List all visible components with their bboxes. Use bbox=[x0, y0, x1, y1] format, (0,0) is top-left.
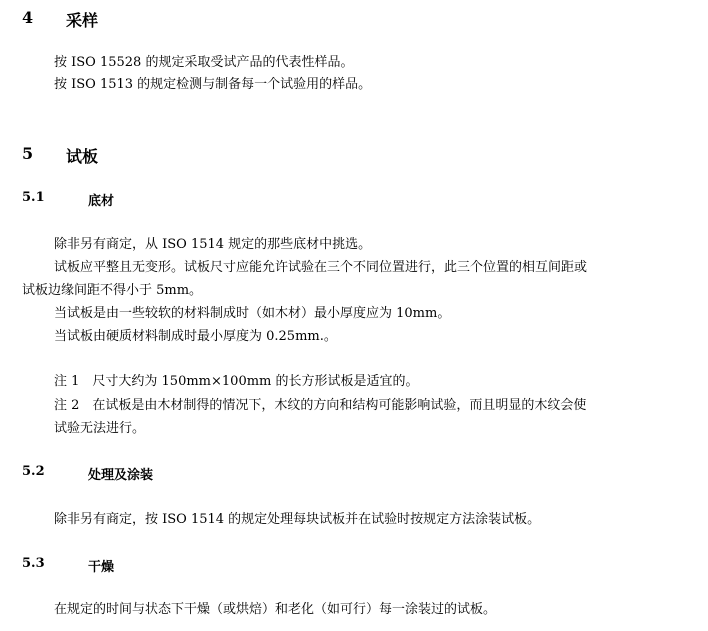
subsection-5-3-title: 干燥 bbox=[88, 560, 115, 575]
subsection-5-1-paragraph-2-continued: 试板边缘间距不得小于 5mm。 bbox=[22, 283, 203, 298]
note-1: 注 1 尺寸大约为 150mm×100mm 的长方形试板是适宜的。 bbox=[54, 374, 419, 389]
subsection-5-1-number: 5.1 bbox=[22, 190, 45, 205]
section-4-number: 4 bbox=[22, 8, 34, 27]
subsection-5-1-paragraph-3: 当试板是由一些较软的材料制成时（如木材）最小厚度应为 10mm。 bbox=[54, 306, 451, 321]
subsection-5-1-title: 底材 bbox=[88, 194, 115, 209]
subsection-5-3-paragraph-1: 在规定的时间与状态下干燥（或烘焙）和老化（如可行）每一涂装过的试板。 bbox=[54, 602, 497, 617]
subsection-5-1-paragraph-2: 试板应平整且无变形。试板尺寸应能允许试验在三个不同位置进行，此三个位置的相互间距或 bbox=[54, 260, 588, 275]
section-5-title: 试板 bbox=[66, 147, 99, 166]
section-4-paragraph-2: 按 ISO 1513 的规定检测与制备每一个试验用的样品。 bbox=[54, 77, 372, 92]
subsection-5-3-number: 5.3 bbox=[22, 556, 45, 571]
section-4-paragraph-1: 按 ISO 15528 的规定采取受试产品的代表性样品。 bbox=[54, 55, 354, 70]
subsection-5-2-title: 处理及涂装 bbox=[88, 468, 154, 483]
subsection-5-1-paragraph-1: 除非另有商定，从 ISO 1514 规定的那些底材中挑选。 bbox=[54, 237, 372, 252]
subsection-5-2-paragraph-1: 除非另有商定，按 ISO 1514 的规定处理每块试板并在试验时按规定方法涂装试板。 bbox=[54, 512, 541, 527]
subsection-5-2-number: 5.2 bbox=[22, 464, 45, 479]
note-2-continued: 试验无法进行。 bbox=[54, 421, 146, 436]
subsection-5-1-paragraph-4: 当试板由硬质材料制成时最小厚度为 0.25mm.。 bbox=[54, 329, 337, 344]
section-5-number: 5 bbox=[22, 144, 34, 163]
section-4-title: 采样 bbox=[66, 11, 99, 30]
note-2: 注 2 在试板是由木材制得的情况下，木纹的方向和结构可能影响试验，而且明显的木纹会使 bbox=[54, 398, 587, 413]
